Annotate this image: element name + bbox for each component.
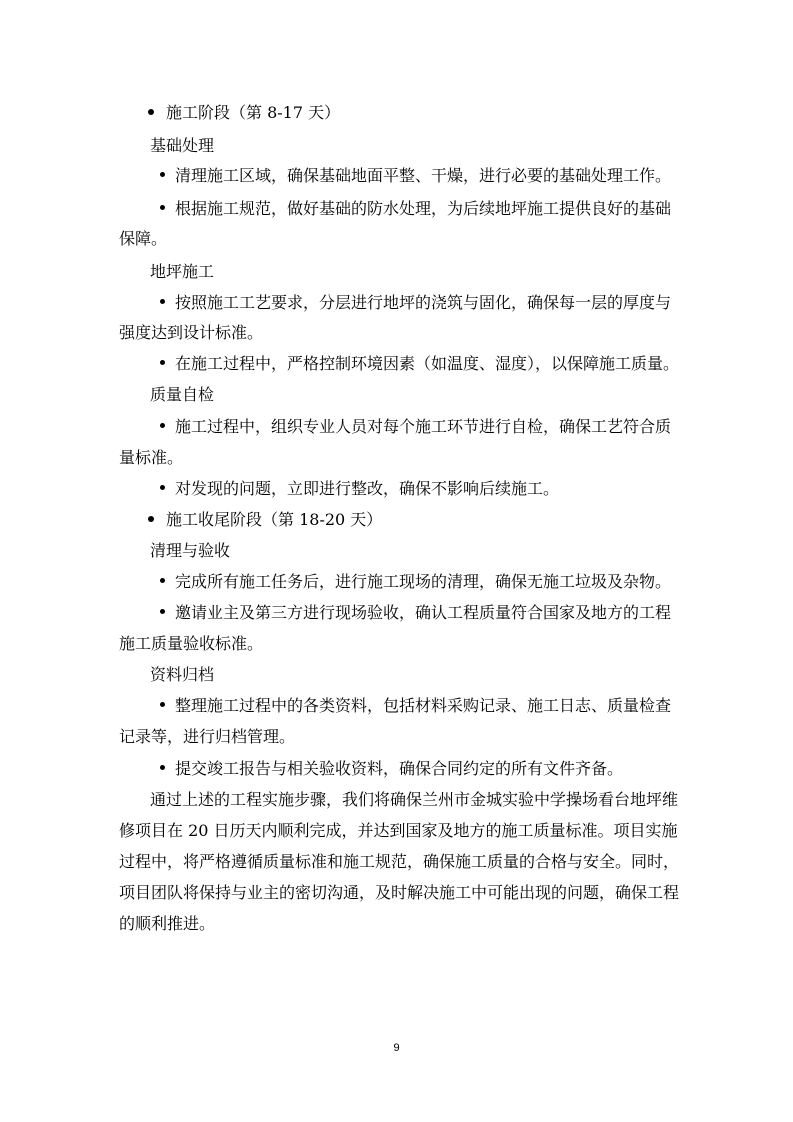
list-item: 完成所有施工任务后，进行施工现场的清理，确保无施工垃圾及杂物。	[160, 572, 671, 592]
list-item: 整理施工过程中的各类资料，包括材料采购记录、施工日志、质量检查	[160, 696, 671, 716]
list-item: 施工过程中，组织专业人员对每个施工环节进行自检，确保工艺符合质	[160, 417, 671, 437]
conclusion-line: 项目团队将保持与业主的密切沟通，及时解决施工中可能出现的问题，确保工程	[119, 883, 680, 902]
bullet-icon	[160, 172, 165, 177]
bullet-icon	[160, 609, 165, 614]
list-item: 清理施工区域，确保基础地面平整、干燥，进行必要的基础处理工作。	[160, 166, 671, 186]
list-item-continuation: 施工质量验收标准。	[119, 634, 264, 653]
list-item-continuation: 记录等，进行归档管理。	[119, 727, 296, 746]
conclusion-line: 通过上述的工程实施步骤，我们将确保兰州市金城实验中学操场看台地坪维	[150, 790, 679, 809]
bullet-icon	[160, 205, 165, 210]
list-item: 根据施工规范，做好基础的防水处理，为后续地坪施工提供良好的基础	[160, 199, 671, 219]
list-item-continuation: 量标准。	[119, 448, 184, 467]
bullet-icon	[160, 578, 165, 583]
subheading-foundation: 基础处理	[150, 136, 215, 155]
bullet-icon	[160, 702, 165, 707]
conclusion-line: 修项目在 20 日历天内顺利完成，并达到国家及地方的施工质量标准。项目实施	[119, 821, 678, 840]
list-item: 提交竣工报告与相关验收资料，确保合同约定的所有文件齐备。	[160, 759, 623, 779]
subheading-cleanup-acceptance: 清理与验收	[150, 541, 231, 560]
list-item-continuation: 强度达到设计标准。	[119, 323, 264, 342]
bullet-icon	[148, 516, 154, 522]
subheading-floor: 地坪施工	[150, 262, 215, 281]
subheading-archive: 资料归档	[150, 665, 215, 684]
list-item: 在施工过程中，严格控制环境因素（如温度、湿度），以保障施工质量。	[160, 354, 679, 374]
list-item: 对发现的问题，立即进行整改，确保不影响后续施工。	[160, 479, 559, 499]
list-item-continuation: 保障。	[119, 229, 168, 248]
list-item: 按照施工工艺要求，分层进行地坪的浇筑与固化，确保每一层的厚度与	[160, 293, 671, 313]
bullet-icon	[160, 299, 165, 304]
section-heading-text: 施工阶段（第 8-17 天）	[166, 103, 341, 122]
section-heading-construction	[148, 103, 340, 123]
subheading-quality-check: 质量自检	[150, 385, 215, 404]
bullet-icon	[160, 423, 165, 428]
bullet-icon	[160, 360, 165, 365]
bullet-icon	[160, 485, 165, 490]
bullet-icon	[148, 109, 154, 115]
bullet-icon	[160, 765, 165, 770]
section-heading-wrapup	[148, 510, 382, 530]
section-heading-text: 施工收尾阶段（第 18-20 天）	[166, 510, 383, 529]
conclusion-line: 的顺利推进。	[119, 914, 216, 933]
list-item: 邀请业主及第三方进行现场验收，确认工程质量符合国家及地方的工程	[160, 603, 671, 623]
conclusion-line: 过程中，将严格遵循质量标准和施工规范，确保施工质量的合格与安全。同时，	[119, 852, 680, 871]
page-number: 9	[393, 1042, 400, 1054]
